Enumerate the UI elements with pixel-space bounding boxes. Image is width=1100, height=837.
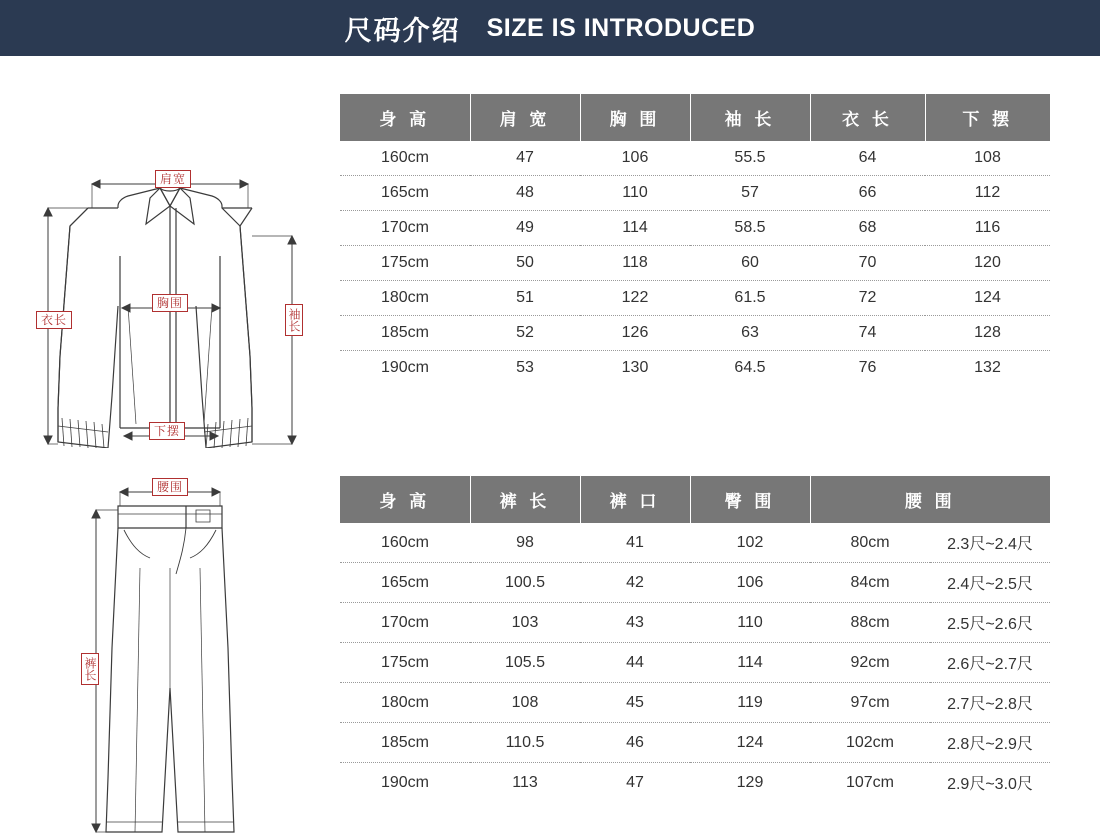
table-row	[340, 316, 1050, 351]
cell-length: 66	[810, 176, 925, 211]
cell-pants-length: 98	[470, 523, 580, 563]
cell-waist-cm: 97cm	[810, 683, 930, 723]
label-shoulder-width: 肩宽	[155, 170, 191, 188]
cell-height: 190cm	[340, 351, 470, 386]
table-row	[340, 141, 1050, 176]
shirt-size-table	[340, 94, 1050, 385]
cell-pants-opening: 43	[580, 603, 690, 643]
cell-length: 68	[810, 211, 925, 246]
page-header	[0, 0, 1100, 56]
cell-waist-chi: 2.3尺~2.4尺	[930, 523, 1050, 563]
pants-size-table	[340, 476, 1050, 802]
col-header-hem: 下 摆	[925, 94, 1050, 141]
cell-length: 64	[810, 141, 925, 176]
col-header-chest: 胸 围	[580, 94, 690, 141]
cell-sleeve: 60	[690, 246, 810, 281]
cell-hip: 110	[690, 603, 810, 643]
cell-hip: 102	[690, 523, 810, 563]
cell-hip: 124	[690, 723, 810, 763]
page-title-en: SIZE IS INTRODUCED	[486, 13, 756, 42]
cell-pants-length: 100.5	[470, 563, 580, 603]
cell-waist-chi: 2.8尺~2.9尺	[930, 723, 1050, 763]
cell-chest: 106	[580, 141, 690, 176]
cell-pants-opening: 41	[580, 523, 690, 563]
table-row	[340, 563, 1050, 603]
cell-hem: 108	[925, 141, 1050, 176]
table-row	[340, 246, 1050, 281]
cell-length: 74	[810, 316, 925, 351]
table-row	[340, 176, 1050, 211]
cell-shoulder: 50	[470, 246, 580, 281]
cell-pants-length: 113	[470, 763, 580, 803]
cell-chest: 122	[580, 281, 690, 316]
table-row	[340, 683, 1050, 723]
cell-chest: 110	[580, 176, 690, 211]
table-row	[340, 281, 1050, 316]
cell-height: 170cm	[340, 603, 470, 643]
cell-pants-length: 108	[470, 683, 580, 723]
table-header-row	[340, 94, 1050, 141]
col-header-hip: 臀 围	[690, 476, 810, 523]
label-pants-length: 裤长	[81, 653, 99, 685]
cell-hem: 124	[925, 281, 1050, 316]
pants-table-container	[340, 448, 1100, 802]
cell-waist-cm: 92cm	[810, 643, 930, 683]
cell-sleeve: 57	[690, 176, 810, 211]
cell-height: 165cm	[340, 176, 470, 211]
table-header-row	[340, 476, 1050, 523]
table-row	[340, 351, 1050, 386]
cell-hip: 119	[690, 683, 810, 723]
cell-waist-cm: 88cm	[810, 603, 930, 643]
cell-shoulder: 47	[470, 141, 580, 176]
cell-waist-chi: 2.6尺~2.7尺	[930, 643, 1050, 683]
col-header-length: 衣 长	[810, 94, 925, 141]
label-waist: 腰围	[152, 478, 188, 496]
cell-waist-chi: 2.7尺~2.8尺	[930, 683, 1050, 723]
cell-height: 180cm	[340, 281, 470, 316]
pants-illustration	[0, 448, 340, 837]
cell-hem: 132	[925, 351, 1050, 386]
cell-waist-chi: 2.4尺~2.5尺	[930, 563, 1050, 603]
cell-shoulder: 53	[470, 351, 580, 386]
cell-pants-opening: 44	[580, 643, 690, 683]
col-header-pants-length: 裤 长	[470, 476, 580, 523]
cell-chest: 118	[580, 246, 690, 281]
cell-sleeve: 61.5	[690, 281, 810, 316]
cell-chest: 126	[580, 316, 690, 351]
table-row	[340, 523, 1050, 563]
cell-height: 160cm	[340, 523, 470, 563]
cell-pants-opening: 47	[580, 763, 690, 803]
cell-pants-length: 105.5	[470, 643, 580, 683]
cell-hip: 114	[690, 643, 810, 683]
cell-waist-chi: 2.9尺~3.0尺	[930, 763, 1050, 803]
cell-shoulder: 49	[470, 211, 580, 246]
cell-hem: 120	[925, 246, 1050, 281]
cell-sleeve: 64.5	[690, 351, 810, 386]
label-sleeve-length: 袖长	[285, 304, 303, 336]
label-clothing-length: 衣长	[36, 311, 72, 329]
page-title-cn: 尺码介绍	[344, 15, 461, 46]
cell-hip: 129	[690, 763, 810, 803]
col-header-shoulder: 肩 宽	[470, 94, 580, 141]
cell-hip: 106	[690, 563, 810, 603]
label-hem: 下摆	[149, 422, 185, 440]
cell-waist-cm: 84cm	[810, 563, 930, 603]
cell-shoulder: 51	[470, 281, 580, 316]
cell-waist-cm: 107cm	[810, 763, 930, 803]
pants-section	[0, 448, 1100, 837]
table-row	[340, 603, 1050, 643]
cell-length: 76	[810, 351, 925, 386]
pants-diagram	[0, 448, 340, 837]
col-header-height: 身 高	[340, 476, 470, 523]
label-chest: 胸围	[152, 294, 188, 312]
cell-sleeve: 58.5	[690, 211, 810, 246]
col-header-sleeve: 袖 长	[690, 94, 810, 141]
cell-height: 180cm	[340, 683, 470, 723]
cell-height: 175cm	[340, 246, 470, 281]
shirt-section	[0, 56, 1100, 448]
table-row	[340, 723, 1050, 763]
cell-waist-chi: 2.5尺~2.6尺	[930, 603, 1050, 643]
table-row	[340, 643, 1050, 683]
cell-pants-length: 110.5	[470, 723, 580, 763]
cell-height: 185cm	[340, 723, 470, 763]
cell-waist-cm: 80cm	[810, 523, 930, 563]
cell-sleeve: 55.5	[690, 141, 810, 176]
cell-hem: 128	[925, 316, 1050, 351]
cell-pants-opening: 46	[580, 723, 690, 763]
cell-height: 185cm	[340, 316, 470, 351]
cell-length: 72	[810, 281, 925, 316]
cell-height: 170cm	[340, 211, 470, 246]
cell-shoulder: 48	[470, 176, 580, 211]
table-row	[340, 211, 1050, 246]
cell-length: 70	[810, 246, 925, 281]
cell-sleeve: 63	[690, 316, 810, 351]
table-row	[340, 763, 1050, 803]
cell-chest: 130	[580, 351, 690, 386]
col-header-height: 身 高	[340, 94, 470, 141]
cell-chest: 114	[580, 211, 690, 246]
col-header-pants-opening: 裤 口	[580, 476, 690, 523]
cell-height: 165cm	[340, 563, 470, 603]
cell-shoulder: 52	[470, 316, 580, 351]
shirt-diagram	[0, 56, 340, 448]
cell-height: 160cm	[340, 141, 470, 176]
shirt-illustration	[0, 56, 340, 448]
cell-hem: 116	[925, 211, 1050, 246]
cell-pants-opening: 42	[580, 563, 690, 603]
cell-height: 190cm	[340, 763, 470, 803]
cell-pants-length: 103	[470, 603, 580, 643]
shirt-table-container	[340, 56, 1100, 385]
cell-hem: 112	[925, 176, 1050, 211]
cell-pants-opening: 45	[580, 683, 690, 723]
cell-height: 175cm	[340, 643, 470, 683]
cell-waist-cm: 102cm	[810, 723, 930, 763]
col-header-waist: 腰 围	[810, 476, 1050, 523]
